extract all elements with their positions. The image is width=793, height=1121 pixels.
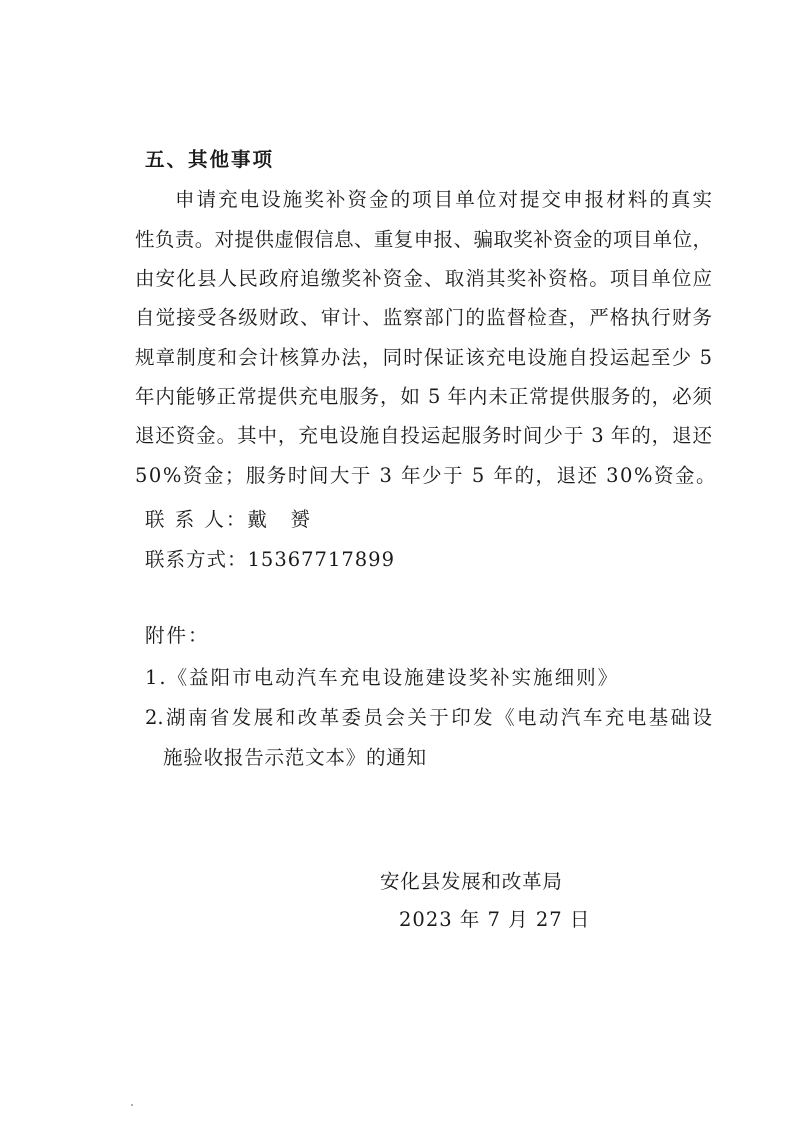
body-line: 自觉接受各级财政、审计、监察部门的监督检查，严格执行财务 (135, 306, 712, 329)
attachments-label: 附件： (145, 624, 210, 647)
body-line: 50%资金；服务时间大于 3 年少于 5 年的，退还 30%资金。 (135, 464, 717, 487)
attachment-item-2-cont: 施验收报告示范文本》的通知 (163, 746, 427, 769)
contact-person: 联 系 人：戴 赟 (145, 508, 312, 531)
signature-date: 2023 年 7 月 27 日 (399, 908, 591, 931)
body-line: 退还资金。其中，充电设施自投运起服务时间少于 3 年的，退还 (135, 424, 712, 447)
body-line: 规章制度和会计核算办法，同时保证该充电设施自投运起至少 5 (135, 346, 712, 369)
attachment-item-1: 1.《益阳市电动汽车充电设施建设奖补实施细则》 (145, 666, 620, 689)
body-line: 年内能够正常提供充电服务，如 5 年内未正常提供服务的，必须 (135, 385, 712, 408)
section-heading: 五、其他事项 (145, 148, 275, 171)
body-line: 由安化县人民政府追缴奖补资金、取消其奖补资格。项目单位应 (135, 267, 712, 290)
signature-org: 安化县发展和改革局 (380, 870, 563, 893)
contact-phone: 联系方式：15367717899 (145, 548, 395, 571)
body-line: 性负责。对提供虚假信息、重复申报、骗取奖补资金的项目单位， (135, 228, 712, 251)
body-line: 申请充电设施奖补资金的项目单位对提交申报材料的真实 (175, 188, 712, 211)
scan-speck (131, 1104, 133, 1106)
attachment-item-2: 2.湖南省发展和改革委员会关于印发《电动汽车充电基础设 (145, 706, 712, 729)
